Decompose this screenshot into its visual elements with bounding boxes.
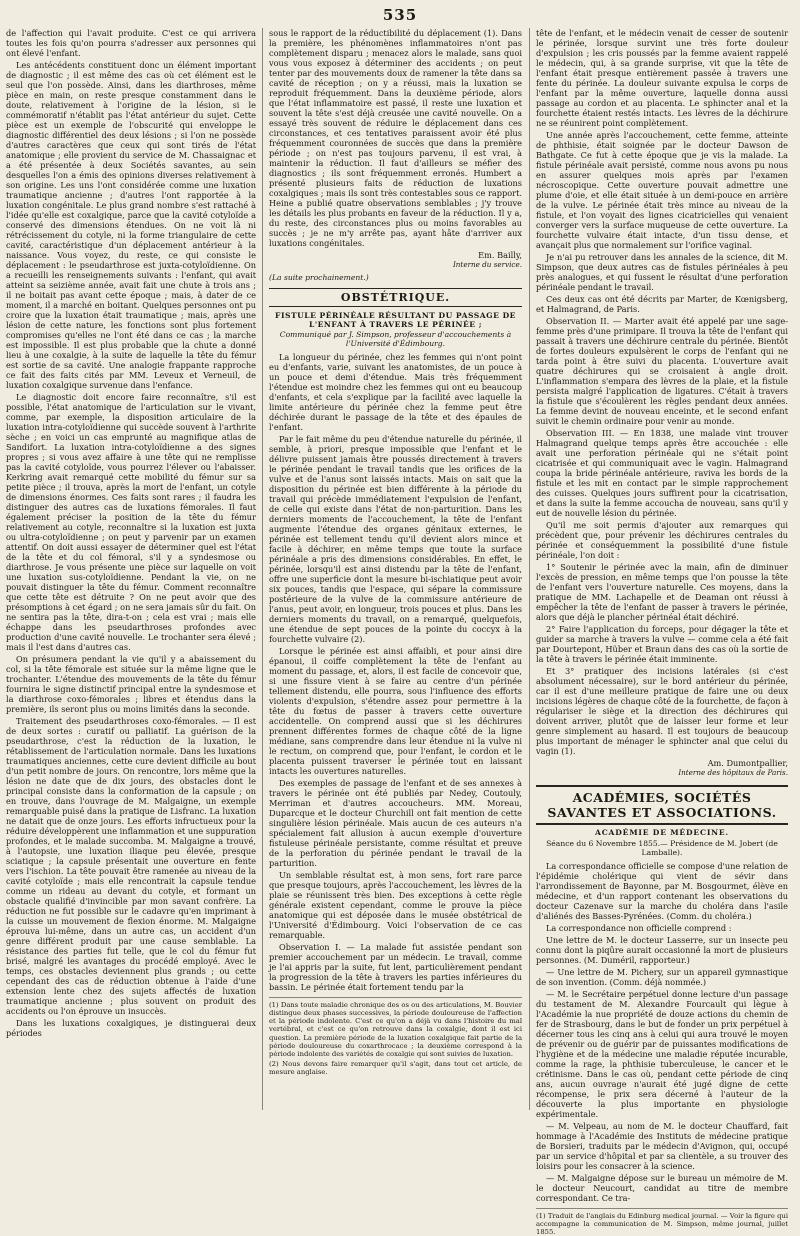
footnote: (1) Traduit de l'anglais du Edinburg medical journal. — Voir la figure qui accompagne la communication de M. Simpson, même journal, juillet 1855.: [536, 1212, 788, 1236]
section-heading-academies: ACADÉMIES, SOCIÉTÉS SAVANTES ET ASSOCIATIONS.: [536, 785, 788, 825]
section-heading-obstetrique: OBSTÉTRIQUE.: [269, 288, 522, 307]
page-number: 535: [382, 6, 418, 24]
paragraph: — M. Velpeau, au nom de M. le docteur Chauffard, fait hommage à l'Académie des Instituts de médecine pratique de Borsieri, traduits par le médecin d'Avignon, qui, occupé par un service d'hôpital et par sa clientèle, a su trouver des loisirs pour les consacrer à la science.: [536, 1121, 788, 1171]
paragraph: On présumera pendant la vie qu'il y a abaissement du col, si la tête fémorale est située sur la même ligne que le trochanter. L'étendue des mouvements de la tête du fémur fournira le signe distinctif principal entre la syndesmose et la diarthrose coxo-fémorales ; libres et étendus dans la première, ils seront plus ou moins limités dans la seconde.: [6, 654, 256, 714]
footnote: (1) Dans toute maladie chronique des os ou des articulations, M. Bouvier distingue deux phases successives, la période douloureuse de l'affection et la période indolente. C'est ce qu'on a déjà vu dans l'histoire du mal vertébral, et c'est ce qu'on retrouve dans la coxalgie, dont il est ici question. La première période de la luxation coxalgique fait partie de la période douloureuse du coxarthrocace ; la deuxième correspond à la période indolente des variétés de coxalgie qui sont suivies de luxation.: [269, 1001, 522, 1058]
paragraph: Une lettre de M. le docteur Lasserre, sur un insecte peu connu dont la piqûre aurait occasionné la mort de plusieurs personnes. (M. Duméril, rapporteur.): [536, 935, 788, 965]
footnotes: [536, 1208, 788, 1236]
footnote: (2) Nous devons faire remarquer qu'il s'agit, dans tout cet article, de mesure anglaise.: [269, 1060, 522, 1077]
paragraph: Je n'ai pu retrouver dans les annales de la science, dit M. Simpson, que deux autres cas de fistules périnéales à peu près analogues, et qui fussent le résultat d'une perforation périnéale pendant le travail.: [536, 252, 788, 292]
column-rule-left: [262, 28, 263, 1110]
paragraph: 2° Faire l'application du forceps, pour dégager la tête et guider sa marche à travers la vulve — comme cela a été fait par Dourtepont, Hüber et Braun dans des cas où la sortie de la tête à travers le périnée était imminente.: [536, 624, 788, 664]
column-middle: [269, 28, 522, 1108]
paragraph: — Une lettre de M. Pichery, sur un appareil gymnastique de son invention. (Comm. déjà nommée.): [536, 967, 788, 987]
footnotes: [269, 997, 522, 1076]
paragraph: sous le rapport de la réductibilité du déplacement (1). Dans la première, les phénomènes inflammatoires n'ont pas complètement disparu ; menacez alors le malade, sans quoi vous vous exposez à déterminer des accidents ; on peut tenter par des mouvements doux de ramener la tête dans sa cavité de réception ; on y a réussi, mais la luxation se reproduit fréquemment. Dans la deuxième période, alors que l'état inflammatoire est passé, il reste une luxation et souvent la tête s'est déjà creusée une cavité nouvelle. On a essayé très souvent de réduire le déplacement dans ces circonstances, et ces tentatives paraissent avoir été plus fréquemment couronnées de succès que dans la première période ; on n'est pas toujours parvenu, il est vrai, à maintenir la réduction. Il faut d'ailleurs se méfier des diagnostics ; ils sont fréquemment erronés. Humbert a présenté plusieurs faits de réduction de luxations coxalgiques ; mais ils sont très contestables sous ce rapport. Heine a publié quatre observations semblables ; j'y trouve les détails les plus probants en faveur de la réduction. Il y a, du reste, des circonstances plus ou moins favorables au succès ; je ne m'y arrête pas, ayant hâte d'arriver aux luxations congénitales.: [269, 28, 522, 248]
paragraph: de l'affection qui l'avait produite. C'est ce qui arrivera toutes les fois qu'on pourra s'adresser aux personnes qui ont élevé l'enfant.: [6, 28, 256, 58]
paragraph: Traitement des pseudarthroses coxo-fémorales. — Il est de deux sortes : curatif ou palliatif. La guérison de la pseudarthrose, c'est la réduction de la luxation, le rétablissement de l'articulation normale. Dans les luxations traumatiques anciennes, cette cure devient difficile au bout d'un petit nombre de jours. On rencontre, lors même que la lésion ne date que de dix jours, des obstacles dont le principal consiste dans la conformation de la capsule ; on en trouve, dans l'ouvrage de M. Malgaigne, un exemple remarquable puisé dans la pratique de Lisfranc. La luxation ne datait que de onze jours. Les efforts infructueux pour la réduire développèrent une inflammation et une suppuration profondes, et le malade succomba. M. Malgaigne a trouvé, à l'autopsie, une luxation iliaque peu élevée, presque sciatique ; la capsule présentait une ouverture en fente vers l'ischion. La tête pouvait être ramenée au niveau de la cavité cotyloïde ; mais elle rencontrait la capsule tendue comme un rideau au devant du cotyle, et formant un obstacle qualifié d'invincible par mon savant confrère. La réduction ne fut possible sur le cadavre qu'en imprimant à la cuisse un mouvement de flexion énorme. M. Malgaigne éprouva lui-même, dans un autre cas, un accident d'un genre différent produit par une cause semblable. La résistance des parties fut telle, que le col du fémur fut brisé, malgré les avantages du procédé employé. Avec le temps, ces obstacles deviennent plus grands ; ou cette cependant des cas de réduction obtenue à l'aide d'une extension lente chez des sujets affectés de luxation traumatique ancienne ; plus souvent on produit des accidents ou l'on éprouve un insuccès.: [6, 716, 256, 1016]
paragraph: tête de l'enfant, et le médecin venait de cesser de soutenir le périnée, lorsque survint une très forte douleur d'expulsion ; les cris poussés par la femme avaient rappelé le médecin, qui, à sa grande surprise, vit que la tête de l'enfant était presque entièrement passée à travers une fente du périnée. La douleur suivante expulsa le corps de l'enfant par la même ouverture, laquelle donna aussi passage au cordon et au placenta. Le sphincter anal et la fourchette étaient restés intacts. Les lèvres de la déchirure ne se réunirent point complètement.: [536, 28, 788, 128]
author-signature: Em. Bailly,: [478, 250, 522, 260]
paragraph: Observation I. — La malade fut assistée pendant son premier accouchement par un médecin. Le travail, comme je l'ai appris par la suite, fut lent, particulièrement pendant la progression de la tête à travers les parties inférieures du bassin. Le périnée était fortement tendu par la: [269, 942, 522, 992]
subsection-heading: ACADÉMIE DE MÉDECINE.: [595, 828, 729, 837]
paragraph: — M. Malgaigne dépose sur le bureau un mémoire de M. le docteur Neucourt, candidat au titre de membre correspondant. Ce tra-: [536, 1173, 788, 1203]
author-signature: Am. Dumontpallier,: [707, 758, 788, 768]
paragraph: Lorsque le périnée est ainsi affaibli, et pour ainsi dire épanoui, il coiffe complètement la tête de l'enfant au moment du passage, et, alors, il est facile de concevoir que, si une fissure vient à se faire au centre d'un périnée tellement distendu, elle pourra, sous l'influence des efforts violents d'expulsion, s'étendre assez pour permettre à la tête du fœtus de passer à travers cette ouverture accidentelle. On comprend aussi que si les déchirures prennent différentes formes de chaque côté de la ligne médiane, sans comprendre dans leur étendue ni la vulve ni le rectum, on comprend que, pour l'enfant, le cordon et le placenta puissent traverser le périnée tout en laissant intacts les ouvertures naturelles.: [269, 646, 522, 776]
paragraph: Une année après l'accouchement, cette femme, atteinte de phthisie, était soignée par le docteur Dawson de Bathgate. Ce fut à cette époque que je vis la malade. La fistule périnéale avait persisté, comme nous avons pu nous en assurer quelques mois après par l'examen nécroscopique. Cette ouverture pouvait admettre une plume d'oie, et elle était située à un demi-pouce en arrière de la vulve. Le périnée était très mince au niveau de la fistule, et l'on voyait des lignes cicatricielles qui venaient converger vers la surface muqueuse de cette ouverture. La fourchette vulvaire était intacte, d'un tissu dense, et avançait plus que normalement sur l'orifice vaginal.: [536, 130, 788, 250]
paragraph: — M. le Secrétaire perpétuel donne lecture d'un passage du testament de M. Alexandre Fourcault qui lègue à l'Académie la nue propriété de douze actions du chemin de fer de Strasbourg, dans le but de fonder un prix perpétuel à décerner tous les cinq ans à celui qui aura trouvé le moyen de prévenir ou de guérir par de puissantes modifications de l'hygiène et de la médecine une maladie réputée incurable, comme la rage, la phthisie tuberculeuse, le cancer et le crétinisme. Dans le cas où, pendant cette période de cinq ans, aucun ouvrage n'aurait été jugé digne de cette récompense, le prix sera décerné à l'auteur de la découverte la plus importante en physiologie expérimentale.: [536, 989, 788, 1119]
paragraph: Dans les luxations coxalgiques, je distinguerai deux périodes: [6, 1018, 256, 1038]
paragraph: La correspondance non officielle comprend :: [546, 923, 732, 933]
paragraph: Et 3° pratiquer des incisions latérales (si c'est absolument nécessaire), sur le bord antérieur du périnée, car il est d'une meilleure pratique de faire une ou deux incisions légères de chaque côté de la fourchette, de façon à régulariser le siège et la direction des déchirures qui doivent arriver, plutôt que de laisser leur forme et leur genre simplement au hasard. Il est toujours de beaucoup plus important de ménager le sphincter anal que celui du vagin (1).: [536, 666, 788, 756]
paragraph: Par le fait même du peu d'étendue naturelle du périnée, il semble, à priori, presque impossible que l'enfant et le délivre puissent jamais être poussés directement à travers le périnée pendant le travail tandis que les orifices de la vulve et de l'anus sont laissés intacts. Mais on sait que la disposition du périnée est bien différente à la période du travail qui précède immédiatement l'expulsion de l'enfant, de celle qui existe dans l'état de non-parturition. Dans les derniers moments de l'accouchement, la tête de l'enfant augmente l'étendue des organes génitaux externes, le périnée est tellement tendu qu'il devient alors mince et facile à déchirer, en même temps que toute la surface périnéale a pris des dimensions considérables. En effet, le périnée, lorsqu'il est ainsi distendu par la tête de l'enfant, offre une superficie dont la mesure bi-ischiatique peut avoir six pouces, tandis que l'espace, qui sépare la commissure postérieure de la vulve de la commissure antérieure de l'anus, peut avoir, en longueur, trois pouces et plus. Dans les derniers moments du travail, on a remarqué, quelquefois, une étendue de sept pouces de la pointe du coccyx à la fourchette vulvaire (2).: [269, 434, 522, 644]
paragraph: La longueur du périnée, chez les femmes qui n'ont point eu d'enfants, varie, suivant les anatomistes, de un pouce à un pouce et demi d'étendue. Mais très fréquemment l'étendue est moindre chez les femmes qui ont eu beaucoup d'enfants, et cela s'explique par la facilité avec laquelle la limite antérieure du périnée chez la femme peut être déchirée durant le passage de la tête et des épaules de l'enfant.: [269, 352, 522, 432]
column-right: [536, 28, 788, 1236]
continuation-note: (La suite prochainement.): [269, 273, 369, 282]
session-line: Séance du 6 Novembre 1855.— Présidence de M. Jobert (de Lamballe).: [546, 839, 778, 857]
paragraph: Le diagnostic doit encore faire reconnaître, s'il est possible, l'état anatomique de l'articulation sur le vivant, comme, par exemple, la disposition articulaire de la luxation intra-cotyloïdienne qui succède souvent à l'arthrite sèche ; en voici un cas emprunté au magnifique atlas de Sandifort. La luxation intra-cotyloïdienne a des signes propres ; si vous avez affaire à une tête qui ne remplisse pas la cavité cotyloïde, vous pourrez l'élever ou l'abaisser. Kerkring avait remarqué cette mobilité du fémur sur sa petite pièce ; il trouva, après la mort de l'enfant, un cotyle de dimensions énormes. Ces faits sont rares ; il faudra les distinguer des autres cas de luxations fémorales. Il faut également préciser la position de la tête du fémur relativement au cotyle, reconnaître si la luxation est juxta ou ultra-cotyloïdienne ; on peut y parvenir par un examen attentif. On doit aussi essayer de déterminer quel est l'état de la tête et du col fémoral, s'il y a syndesmose ou diarthrose. Je vous présente une pièce sur laquelle on voit une luxation sus-cotyloïdienne. Pendant la vie, on ne pouvait distinguer la tête du fémur. Comment reconnaître que cette tête est détruite ? On ne peut avoir que des présomptions à cet égard ; on ne sera jamais sûr du fait. On ne sentira pas la tête, dira-t-on ; cela est vrai ; mais elle échappe dans les pseudarthroses profondes avec production d'une cavité nouvelle. Le trochanter sera élevé ; mais il l'est dans d'autres cas.: [6, 392, 256, 652]
paragraph: Observation II. — Marter avait été appelé par une sage-femme près d'une primipare. Il trouva la tête de l'enfant qui passait à travers une déchirure centrale du périnée. Bientôt de fortes douleurs expulsèrent le corps de l'enfant qui ne tarda point à être suivi du placenta. L'ouverture avait quatre déchirures qui se croisaient à angle droit. L'inflammation s'empara des lèvres de la plaie, et la fistule persista malgré l'application de ligatures. C'était à travers la fistule que s'écoulèrent les règles pendant deux années. La femme devint de nouveau enceinte, et le second enfant suivit le chemin ordinaire pour venir au monde.: [536, 316, 788, 426]
column-rule-right: [529, 28, 530, 1110]
paragraph: Un semblable résultat est, à mon sens, fort rare parce que presque toujours, après l'accouchement, les lèvres de la plaie se réunissent très bien. Des exceptions à cette règle générale existent cependant, comme le prouve la pièce anatomique qui est déposée dans le musée obstétrical de l'Université d'Édimbourg. Voici l'observation de ce cas remarquable.: [269, 870, 522, 940]
author-title: Interne des hôpitaux de Paris.: [678, 768, 788, 777]
article-title: FISTULE PÉRINÉALE RÉSULTANT DU PASSAGE DE L'ENFANT À TRAVERS LE PÉRINÉE ;: [275, 311, 516, 329]
paragraph: Observation III. — En 1838, une malade vint trouver Halmagrand quelque temps après être accouchée : elle avait une perforation périnéale qui ne s'était point cicatrisée et qui communiquait avec le vagin. Halmagrand coupa la bride périnéale antérieure, raviva les bords de la fistule et les mit en contact par le simple rapprochement des cuisses. Quelques jours suffirent pour la cicatrisation, et dans la suite la femme accoucha de nouveau, sans qu'il y eut de nouvelle lésion du périnée.: [536, 428, 788, 518]
paragraph: Ces deux cas ont été décrits par Marter, de Kœnigsberg, et Halmagrand, de Paris.: [536, 294, 788, 314]
paragraph: 1° Soutenir le périnée avec la main, afin de diminuer l'excès de pression, en même temps que l'on pousse la tête de l'enfant vers l'ouverture naturelle. Ces moyens, dans la pratique de MM. Lachapelle et de Deaman ont réussi à empêcher la tête de l'enfant de passer à travers le périnée, alors que déjà le plancher périnéal était déchiré.: [536, 562, 788, 622]
author-title: Interne du service.: [452, 260, 522, 269]
paragraph: Des exemples de passage de l'enfant et de ses annexes à travers le périnée ont été publiés par Nedey, Coutouly, Merriman et d'autres accoucheurs. MM. Moreau, Duparcque et le docteur Churchill ont fait mention de cette singulière lésion périnéale. Mais aucun de ces auteurs n'a spécialement fait allusion à aucun exemple d'ouverture fistuleuse périnéale persistante, comme résultat et preuve de la perforation du périnée pendant le travail de la parturition.: [269, 778, 522, 868]
paragraph: Les antécédents constituent donc un élément important de diagnostic ; il est même des cas où cet élément est le seul que l'on possède. Ainsi, dans les diarthroses, même pièce en main, on reste presque constamment dans le doute, relativement à l'origine de la lésion, si le commémoratif n'établit pas l'état antérieur du sujet. Cette pièce est un exemple de l'obscurité qui enveloppe le diagnostic différentiel des deux lésions ; si l'on ne possède d'autres caractères que ceux qui sont tirés de l'état anatomique ; elle provient du service de M. Chassaignac et a été présentée à deux Sociétés savantes, au sein desquelles l'on a émis des opinions diverses relativement à son origine. Les uns l'ont considérée comme une luxation traumatique ancienne ; d'autres l'ont rapportée à la luxation congénitale. Le plus grand nombre s'est rattaché à l'idée qu'elle est coxalgique, parce que la cavité cotyloïde a conservé des dimensions étendues. On ne voit là ni rétrécissement du cotyle, ni la forme triangulaire de cette cavité, caractéristique d'un déplacement antérieur à la naissance. Vous voyez, du reste, ce qui consiste le déplacement : le pseudarthrose est juxta-cotyloïdienne. On a recueilli les renseignements suivants : l'enfant, qui avait atteint sa seizième année, avait fait une chute à trois ans ; il ne boitait pas avant cette époque ; mais, à dater de ce moment, il a marché en boitant. Quelques personnes ont pu croire que la luxation était traumatique ; mais, après une lésion de cette nature, les fonctions sont plus fortement compromises qu'elles ne l'ont été dans ce cas ; la marche est impossible. Il est plus probable que la chute a donné lieu à une coxalgie, à la suite de laquelle la tête du fémur est sortie de sa cavité. Une analogie frappante rapproche ce fait des faits cités par MM. Leveux et Verneuil, de luxation coxalgique survenue dans l'enfance.: [6, 60, 256, 390]
column-left: [6, 28, 256, 1108]
article-byline: Communiqué par J. Simpson, professeur d'accouchements à l'Université d'Édimbourg.: [279, 330, 512, 348]
paragraph: Qu'il me soit permis d'ajouter aux remarques qui précèdent que, pour prévenir les déchirures centrales du périnée et conséquemment la possibilité d'une fistule périnéale, l'on doit :: [536, 520, 788, 560]
paragraph: La correspondance officielle se compose d'une relation de l'épidémie cholérique qui vient de sévir dans l'arrondissement de Bayonne, par M. Bosgourmet, élève en médecine, et d'un rapport contenant les observations du docteur Cazenave sur la marche du choléra dans l'asile d'aliénés des Basses-Pyrénées. (Comm. du choléra.): [536, 861, 788, 921]
